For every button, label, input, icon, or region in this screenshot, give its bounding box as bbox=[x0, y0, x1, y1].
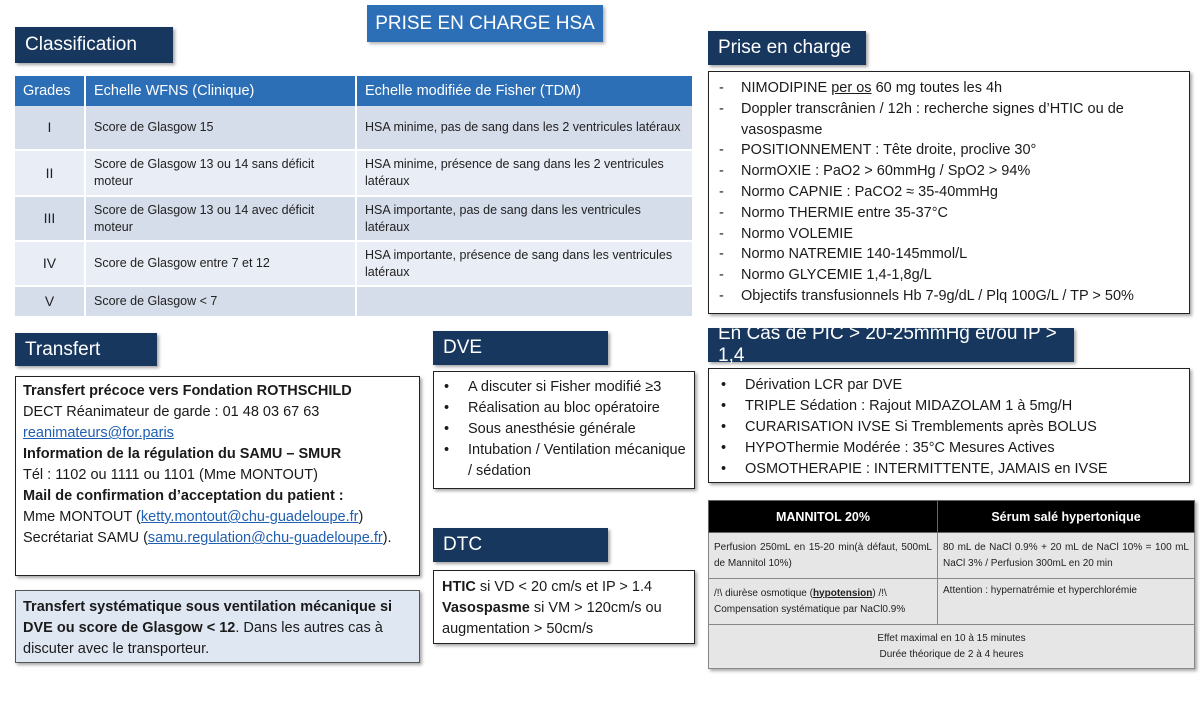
wfns-cell: Score de Glasgow 13 ou 14 avec déficit moteur bbox=[85, 196, 356, 241]
list-item: - Normo NATREMIE 140-145mmol/L bbox=[713, 244, 1183, 265]
nimodipine-dose: 60 mg toutes les 4h bbox=[871, 80, 1003, 96]
wfns-cell: Score de Glasgow 15 bbox=[85, 106, 356, 150]
email-samu-link[interactable]: samu.regulation@chu-guadeloupe.fr bbox=[147, 530, 383, 546]
list-item: - Normo VOLEMIE bbox=[713, 224, 1183, 245]
list-item: • HYPOThermie Modérée : 35°C Mesures Actives bbox=[713, 438, 1185, 459]
fisher-cell: HSA importante, pas de sang dans les ventricules latéraux bbox=[356, 196, 693, 241]
list-item: - POSITIONNEMENT : Tête droite, proclive 30° bbox=[713, 140, 1183, 161]
transfert-line-7 bbox=[23, 507, 412, 528]
transfert-line-8 bbox=[23, 528, 412, 549]
prise-en-charge-box bbox=[708, 71, 1190, 314]
transfert-note-rest: . Dans les autres cas à discuter avec le transporteur. bbox=[23, 620, 383, 657]
wfns-cell: Score de Glasgow < 7 bbox=[85, 286, 356, 317]
classification-header: Classification bbox=[15, 27, 173, 63]
table-row bbox=[709, 579, 1195, 625]
dtc-header: DTC bbox=[433, 528, 608, 562]
classification-table bbox=[15, 76, 694, 318]
list-item: • Dérivation LCR par DVE bbox=[713, 375, 1185, 396]
dtc-vasospasme bbox=[442, 598, 686, 640]
grade-cell: IV bbox=[15, 241, 85, 286]
transfert-note-bold: Transfert systématique sous ventilation mécanique si DVE ou score de Glasgow < 12 bbox=[23, 599, 393, 636]
warning-pre: /!\ diurèse osmotique ( bbox=[714, 587, 813, 599]
dve-list bbox=[436, 377, 692, 482]
fisher-cell: HSA importante, présence de sang dans les ventricules latéraux bbox=[356, 241, 693, 286]
transfert-note bbox=[15, 590, 420, 663]
vasospasme-text: si VM > 120cm/s ou augmentation > 50cm/s bbox=[442, 600, 662, 637]
list-item: - Normo THERMIE entre 35-37°C bbox=[713, 203, 1183, 224]
htic-text: si VD < 20 cm/s et IP > 1.4 bbox=[475, 579, 653, 595]
osmotherapy-table bbox=[708, 500, 1195, 669]
montout-pre: Mme MONTOUT ( bbox=[23, 509, 141, 525]
list-item: - NormOXIE : PaO2 > 60mmHg / SpO2 > 94% bbox=[713, 161, 1183, 182]
email-reanimateurs-link[interactable]: reanimateurs@for.paris bbox=[23, 425, 174, 441]
table-row bbox=[709, 533, 1195, 579]
table-row bbox=[15, 286, 693, 317]
dve-header: DVE bbox=[433, 331, 608, 365]
serum-warning: Attention : hypernatrémie et hyperchlorémie bbox=[938, 579, 1195, 625]
vasospasme-label: Vasospasme bbox=[442, 600, 530, 616]
fisher-cell: HSA minime, présence de sang dans les 2 ventricules latéraux bbox=[356, 150, 693, 196]
mannitol-perfusion: Perfusion 250mL en 15-20 min(à défaut, 500mL de Mannitol 10%) bbox=[709, 533, 938, 579]
table-row bbox=[15, 106, 693, 150]
list-item: • A discuter si Fisher modifié ≥3 bbox=[436, 377, 692, 398]
dtc-box bbox=[433, 570, 695, 644]
transfert-header: Transfert bbox=[15, 333, 157, 366]
list-item: - Normo CAPNIE : PaCO2 ≈ 35-40mmHg bbox=[713, 182, 1183, 203]
prise-en-charge-list bbox=[713, 78, 1183, 307]
dtc-htic bbox=[442, 577, 686, 598]
table-row bbox=[15, 241, 693, 286]
list-item: - Normo GLYCEMIE 1,4-1,8g/L bbox=[713, 265, 1183, 286]
montout-post: ) bbox=[358, 509, 364, 525]
htic-label: HTIC bbox=[442, 579, 476, 595]
col-wfns: Echelle WFNS (Clinique) bbox=[85, 76, 356, 106]
email-montout-link[interactable]: ketty.montout@chu-guadeloupe.fr bbox=[140, 509, 359, 525]
transfert-line-4: Information de la régulation du SAMU – SMUR bbox=[23, 446, 342, 462]
col-grades: Grades bbox=[15, 76, 85, 106]
grade-cell: II bbox=[15, 150, 85, 196]
hypotension-text: hypotension bbox=[812, 587, 873, 599]
warning-post: ) /!\ bbox=[872, 587, 887, 599]
transfert-box bbox=[15, 376, 420, 576]
pic-list bbox=[713, 375, 1185, 480]
samu-pre: Secrétariat SAMU ( bbox=[23, 530, 148, 546]
col-mannitol: MANNITOL 20% bbox=[709, 501, 938, 533]
nimodipine-text: NIMODIPINE bbox=[741, 80, 832, 96]
grade-cell: I bbox=[15, 106, 85, 150]
list-item: • Intubation / Ventilation mécanique / sédation bbox=[436, 440, 692, 482]
transfert-line-2: DECT Réanimateur de garde : 01 48 03 67 63 bbox=[23, 404, 320, 420]
transfert-line-5: Tél : 1102 ou 1111 ou 1101 (Mme MONTOUT) bbox=[23, 467, 318, 483]
list-item: • Sous anesthésie générale bbox=[436, 419, 692, 440]
mannitol-warning bbox=[709, 579, 938, 625]
fisher-cell: HSA minime, pas de sang dans les 2 ventricules latéraux bbox=[356, 106, 693, 150]
prise-en-charge-header: Prise en charge bbox=[708, 31, 866, 65]
table-row bbox=[15, 196, 693, 241]
pic-header: En Cas de PIC > 20-25mmHg et/ou IP > 1,4 bbox=[708, 328, 1074, 362]
list-item: • TRIPLE Sédation : Rajout MIDAZOLAM 1 à 5mg/H bbox=[713, 396, 1185, 417]
pic-box bbox=[708, 368, 1190, 483]
fisher-cell bbox=[356, 286, 693, 317]
grade-cell: V bbox=[15, 286, 85, 317]
dve-box bbox=[433, 371, 695, 489]
grade-cell: III bbox=[15, 196, 85, 241]
effect-cell bbox=[709, 625, 1195, 669]
duree-theorique: Durée théorique de 2 à 4 heures bbox=[879, 648, 1024, 660]
list-item: • CURARISATION IVSE Si Tremblements après BOLUS bbox=[713, 417, 1185, 438]
list-item bbox=[713, 78, 1183, 99]
page-title: PRISE EN CHARGE HSA bbox=[367, 5, 603, 42]
compensation-text: Compensation systématique par NaCl0.9% bbox=[714, 603, 906, 615]
serum-perfusion: 80 mL de NaCl 0.9% + 20 mL de NaCl 10% = 100 mL NaCl 3% / Perfusion 300mL en 20 min bbox=[938, 533, 1195, 579]
transfert-line-6: Mail de confirmation d’acceptation du patient : bbox=[23, 488, 344, 504]
col-fisher: Echelle modifiée de Fisher (TDM) bbox=[356, 76, 693, 106]
table-row bbox=[709, 625, 1195, 669]
list-item: • OSMOTHERAPIE : INTERMITTENTE, JAMAIS en IVSE bbox=[713, 459, 1185, 480]
col-serum-sale: Sérum salé hypertonique bbox=[938, 501, 1195, 533]
table-row bbox=[15, 150, 693, 196]
per-os-text: per os bbox=[831, 80, 872, 96]
list-item: • Réalisation au bloc opératoire bbox=[436, 398, 692, 419]
effet-maximal: Effet maximal en 10 à 15 minutes bbox=[877, 632, 1026, 644]
wfns-cell: Score de Glasgow 13 ou 14 sans déficit moteur bbox=[85, 150, 356, 196]
transfert-line-1: Transfert précoce vers Fondation ROTHSCHILD bbox=[23, 383, 352, 399]
wfns-cell: Score de Glasgow entre 7 et 12 bbox=[85, 241, 356, 286]
list-item: - Doppler transcrânien / 12h : recherche signes d’HTIC ou de vasospasme bbox=[713, 99, 1183, 141]
samu-post: ). bbox=[382, 530, 392, 546]
list-item: - Objectifs transfusionnels Hb 7-9g/dL / Plq 100G/L / TP > 50% bbox=[713, 286, 1183, 307]
